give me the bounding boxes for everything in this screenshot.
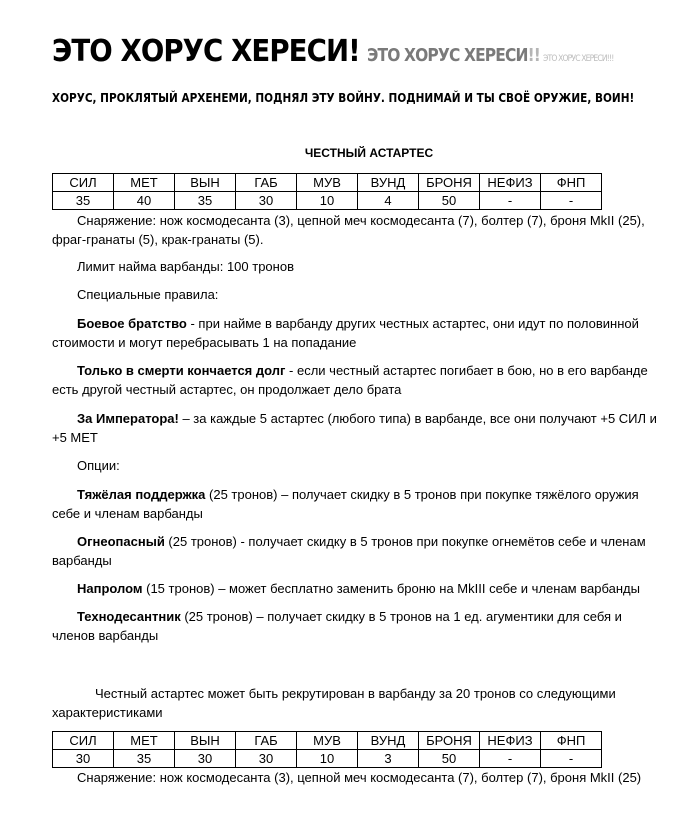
option xyxy=(52,607,662,645)
stat-header: НЕФИЗ xyxy=(480,174,541,192)
rule-text: – за каждые 5 астартес (любого типа) в варбанде, все они получают +5 СИЛ и +5 МЕТ xyxy=(52,411,657,445)
stat-header: ГАБ xyxy=(236,174,297,192)
options-label-text: Опции: xyxy=(77,458,120,473)
option-text: (25 тронов) – получает скидку в 5 тронов при покупке тяжёлого оружия себе и членам варбанды xyxy=(52,487,639,521)
option-text: (15 тронов) – может бесплатно заменить броню на MkIII себе и членам варбанды xyxy=(142,581,640,596)
rule-text: - при найме в варбанду других честных астартес, они идут по половинной стоимости и могут перебрасывать 1 на попадание xyxy=(52,316,639,350)
special-rules-label xyxy=(52,285,662,304)
stat-header: МУВ xyxy=(297,732,358,750)
special-rule xyxy=(52,409,662,447)
stat-value: 4 xyxy=(358,192,419,210)
option-name: Технодесантник xyxy=(77,609,181,624)
stats-value-row xyxy=(53,192,602,210)
stat-header: НЕФИЗ xyxy=(480,732,541,750)
special-rule xyxy=(52,361,662,399)
stat-header: ВЫН xyxy=(175,732,236,750)
headline-small: ЭТО ХОРУС ХЕРЕСИ!!! xyxy=(542,54,614,64)
recruit-stats-table xyxy=(52,731,602,768)
stat-value: 35 xyxy=(175,192,236,210)
headline-medium xyxy=(367,45,540,66)
option-name: Огнеопасный xyxy=(77,534,165,549)
stat-header: СИЛ xyxy=(53,174,114,192)
stat-header: БРОНЯ xyxy=(419,732,480,750)
stat-value: 3 xyxy=(358,750,419,768)
stat-value: 50 xyxy=(419,192,480,210)
special-rule xyxy=(52,314,662,352)
stats-header-row xyxy=(53,174,602,192)
option xyxy=(52,532,662,570)
stat-header: ВУНД xyxy=(358,174,419,192)
stat-value: - xyxy=(480,192,541,210)
unit-equipment xyxy=(52,211,662,249)
special-rules-label-text: Специальные правила: xyxy=(77,287,219,302)
headline-large: ЭТО ХОРУС ХЕРЕСИ! xyxy=(52,34,360,69)
stat-value: 30 xyxy=(175,750,236,768)
option-name: Тяжёлая поддержка xyxy=(77,487,206,502)
option xyxy=(52,579,662,598)
equipment-text: Снаряжение: нож космодесанта (3), цепной меч космодесанта (7), болтер (7), броня MkII (25), фраг-гранаты (5), крак-гранаты (5). xyxy=(52,213,645,247)
stat-value: 30 xyxy=(236,750,297,768)
headline-medium-exclaim: !! xyxy=(527,45,541,66)
recruit-equipment xyxy=(52,768,662,787)
stat-value: 40 xyxy=(114,192,175,210)
stat-value: - xyxy=(541,192,602,210)
page-headline xyxy=(52,34,626,69)
stats-header-row xyxy=(53,732,602,750)
rule-name: Только в смерти кончается долг xyxy=(77,363,286,378)
stat-value: 35 xyxy=(114,750,175,768)
stat-value: - xyxy=(541,750,602,768)
stat-value: 35 xyxy=(53,192,114,210)
stat-header: ГАБ xyxy=(236,732,297,750)
options-label xyxy=(52,456,662,475)
stat-header: МЕТ xyxy=(114,732,175,750)
option-name: Напролом xyxy=(77,581,143,596)
stat-header: ФНП xyxy=(541,174,602,192)
stat-header: ВЫН xyxy=(175,174,236,192)
page-subtitle: ХОРУС, ПРОКЛЯТЫЙ АРХЕНЕМИ, ПОДНЯЛ ЭТУ ВОЙНУ. ПОДНИМАЙ И ТЫ СВОЁ ОРУЖИЕ, ВОИН! xyxy=(52,90,635,105)
stat-header: ФНП xyxy=(541,732,602,750)
option xyxy=(52,485,662,523)
unit-title: ЧЕСТНЫЙ АСТАРТЕС xyxy=(304,146,434,160)
stat-value: 10 xyxy=(297,192,358,210)
recruit-intro xyxy=(52,684,662,722)
option-text: (25 тронов) – получает скидку в 5 тронов на 1 ед. агументики для себя и членов варбанды xyxy=(52,609,622,643)
rule-name: Боевое братство xyxy=(77,316,187,331)
recruit-equipment-text: Снаряжение: нож космодесанта (3), цепной меч космодесанта (7), болтер (7), броня MkII (25) xyxy=(77,770,642,785)
recruit-intro-text: Честный астартес может быть рекрутирован в варбанду за 20 тронов со следующими характеристиками xyxy=(52,686,616,720)
stats-value-row xyxy=(53,750,602,768)
stat-header: МУВ xyxy=(297,174,358,192)
stat-value: - xyxy=(480,750,541,768)
stat-value: 30 xyxy=(236,192,297,210)
stat-value: 10 xyxy=(297,750,358,768)
stat-header: БРОНЯ xyxy=(419,174,480,192)
hire-limit-text: Лимит найма варбанды: 100 тронов xyxy=(77,259,294,274)
stat-header: ВУНД xyxy=(358,732,419,750)
stat-header: СИЛ xyxy=(53,732,114,750)
option-text: (25 тронов) - получает скидку в 5 тронов при покупке огнемётов себе и членам варбанды xyxy=(52,534,646,568)
hire-limit xyxy=(52,257,662,276)
rule-text: - если честный астартес погибает в бою, но в его варбанде есть другой честный астартес, он продолжает дело брата xyxy=(52,363,648,397)
rule-name: За Императора! xyxy=(77,411,179,426)
stat-header: МЕТ xyxy=(114,174,175,192)
unit-stats-table xyxy=(52,173,602,210)
headline-medium-text: ЭТО ХОРУС ХЕРЕСИ xyxy=(367,45,528,66)
stat-value: 30 xyxy=(53,750,114,768)
stat-value: 50 xyxy=(419,750,480,768)
